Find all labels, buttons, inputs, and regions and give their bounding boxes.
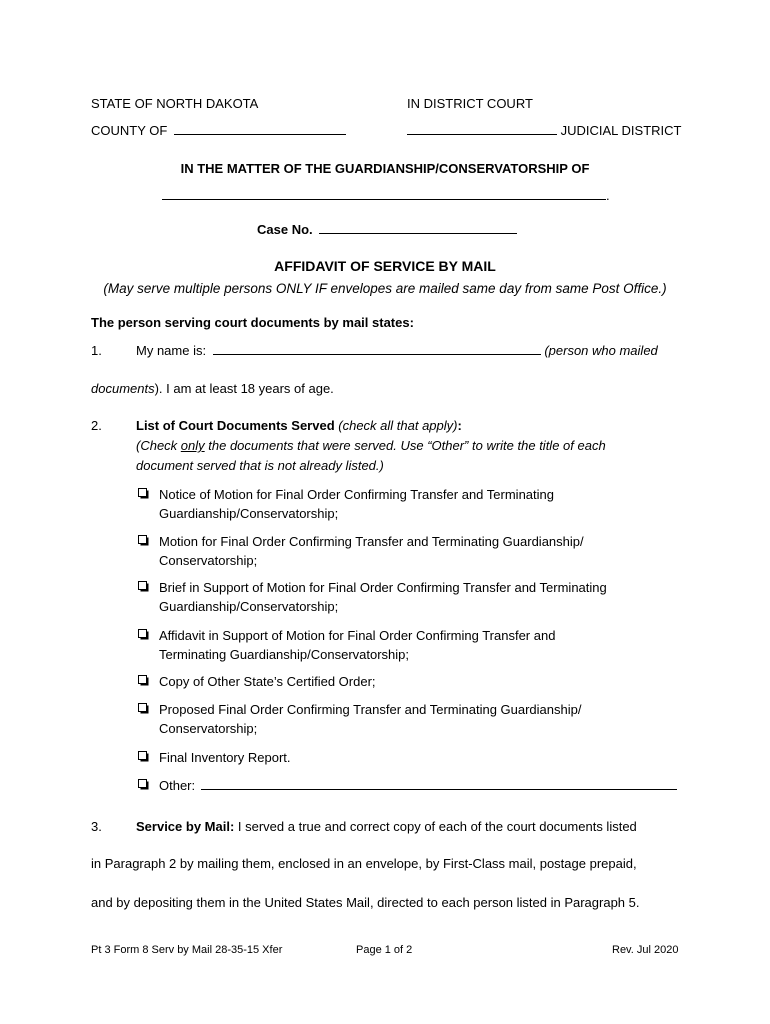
- p2-title-hint: (check all that apply): [338, 418, 458, 433]
- county-row: [91, 123, 346, 138]
- intro-statement: The person serving court documents by mail states:: [91, 315, 414, 330]
- ward-name-field[interactable]: [162, 199, 606, 200]
- form-title: AFFIDAVIT OF SERVICE BY MAIL: [274, 258, 496, 274]
- court-label: IN DISTRICT COURT: [407, 96, 533, 111]
- p1-hint: (person who mailed: [544, 343, 658, 358]
- p2-instructions-2: document served that is not already listed.): [136, 458, 384, 473]
- county-label: COUNTY OF: [91, 123, 168, 138]
- doc-item-motion[interactable]: [138, 532, 628, 570]
- footer-page-number: Page 1 of 2: [356, 944, 413, 956]
- doc-item-brief[interactable]: [138, 578, 658, 616]
- case-number-field[interactable]: [319, 233, 517, 234]
- footer-form-id: Pt 3 Form 8 Serv by Mail 28-35-15 Xfer: [91, 944, 283, 956]
- p3-line3: and by depositing them in the United States Mail, directed to each person listed in Paragraph 5.: [91, 895, 640, 910]
- doc-item-other[interactable]: [138, 776, 698, 795]
- judicial-district-label: JUDICIAL DISTRICT: [560, 123, 682, 138]
- doc-item-notice[interactable]: [138, 485, 598, 523]
- doc-item-label: Motion for Final Order Confirming Transfer and Terminating Guardianship/ Conservatorship;: [159, 534, 584, 568]
- p1-name-label: My name is:: [136, 343, 207, 358]
- p3-number: 3.: [91, 819, 102, 834]
- other-document-field[interactable]: [201, 789, 677, 790]
- doc-item-affidavit[interactable]: [138, 626, 608, 664]
- p2-title: List of Court Documents Served: [136, 418, 335, 433]
- form-subtitle: (May serve multiple persons ONLY IF envelopes are mailed same day from same Post Office.): [103, 281, 667, 296]
- case-number-label: Case No.: [257, 222, 313, 237]
- p2-number: 2.: [91, 418, 102, 433]
- server-name-field[interactable]: [213, 354, 541, 355]
- judicial-district-field[interactable]: [407, 134, 557, 135]
- checkbox-icon[interactable]: [138, 629, 147, 638]
- p3-line1: Service by Mail: I served a true and correct copy of each of the court documents listed: [136, 819, 637, 834]
- state-label: STATE OF NORTH DAKOTA: [91, 96, 259, 111]
- p1-row: [136, 343, 658, 358]
- doc-item-label: Brief in Support of Motion for Final Order Confirming Transfer and Terminating Guardianship/Conservatorship;: [159, 580, 607, 614]
- doc-item-label: Copy of Other State’s Certified Order;: [159, 674, 376, 689]
- judicial-district-row: [407, 123, 681, 138]
- p2-colon: :: [457, 418, 462, 433]
- checkbox-icon[interactable]: [138, 488, 147, 497]
- checkbox-icon[interactable]: [138, 535, 147, 544]
- matter-title: IN THE MATTER OF THE GUARDIANSHIP/CONSERVATORSHIP OF: [180, 161, 590, 176]
- checkbox-icon[interactable]: [138, 581, 147, 590]
- doc-item-label: Notice of Motion for Final Order Confirming Transfer and Terminating Guardianship/Conservatorship;: [159, 487, 554, 521]
- p2-title-row: [136, 418, 462, 433]
- doc-item-inventory[interactable]: [138, 748, 698, 767]
- doc-item-label: Affidavit in Support of Motion for Final Order Confirming Transfer and Terminating Guardianship/Conservatorship;: [159, 628, 556, 662]
- doc-item-proposed-order[interactable]: [138, 700, 618, 738]
- checkbox-icon[interactable]: [138, 675, 147, 684]
- p3-line2: in Paragraph 2 by mailing them, enclosed in an envelope, by First-Class mail, postage prepaid,: [91, 856, 637, 871]
- footer-revision: Rev. Jul 2020: [612, 944, 679, 956]
- matter-name-row: [162, 188, 610, 203]
- matter-period: .: [606, 188, 610, 203]
- p1-number: 1.: [91, 343, 102, 358]
- doc-item-label: Proposed Final Order Confirming Transfer and Terminating Guardianship/ Conservatorship;: [159, 702, 582, 736]
- p3-title: Service by Mail:: [136, 819, 235, 834]
- doc-item-certified-order[interactable]: [138, 672, 698, 691]
- checkbox-icon[interactable]: [138, 779, 147, 788]
- p1-line2: documents). I am at least 18 years of age.: [91, 381, 334, 396]
- checkbox-icon[interactable]: [138, 703, 147, 712]
- checkbox-icon[interactable]: [138, 751, 147, 760]
- doc-item-label: Other:: [159, 778, 196, 793]
- county-field[interactable]: [174, 134, 346, 135]
- case-number-row: [257, 222, 517, 237]
- doc-item-label: Final Inventory Report.: [159, 750, 291, 765]
- p2-instructions-1: (Check only the documents that were served. Use “Other” to write the title of each: [136, 438, 606, 453]
